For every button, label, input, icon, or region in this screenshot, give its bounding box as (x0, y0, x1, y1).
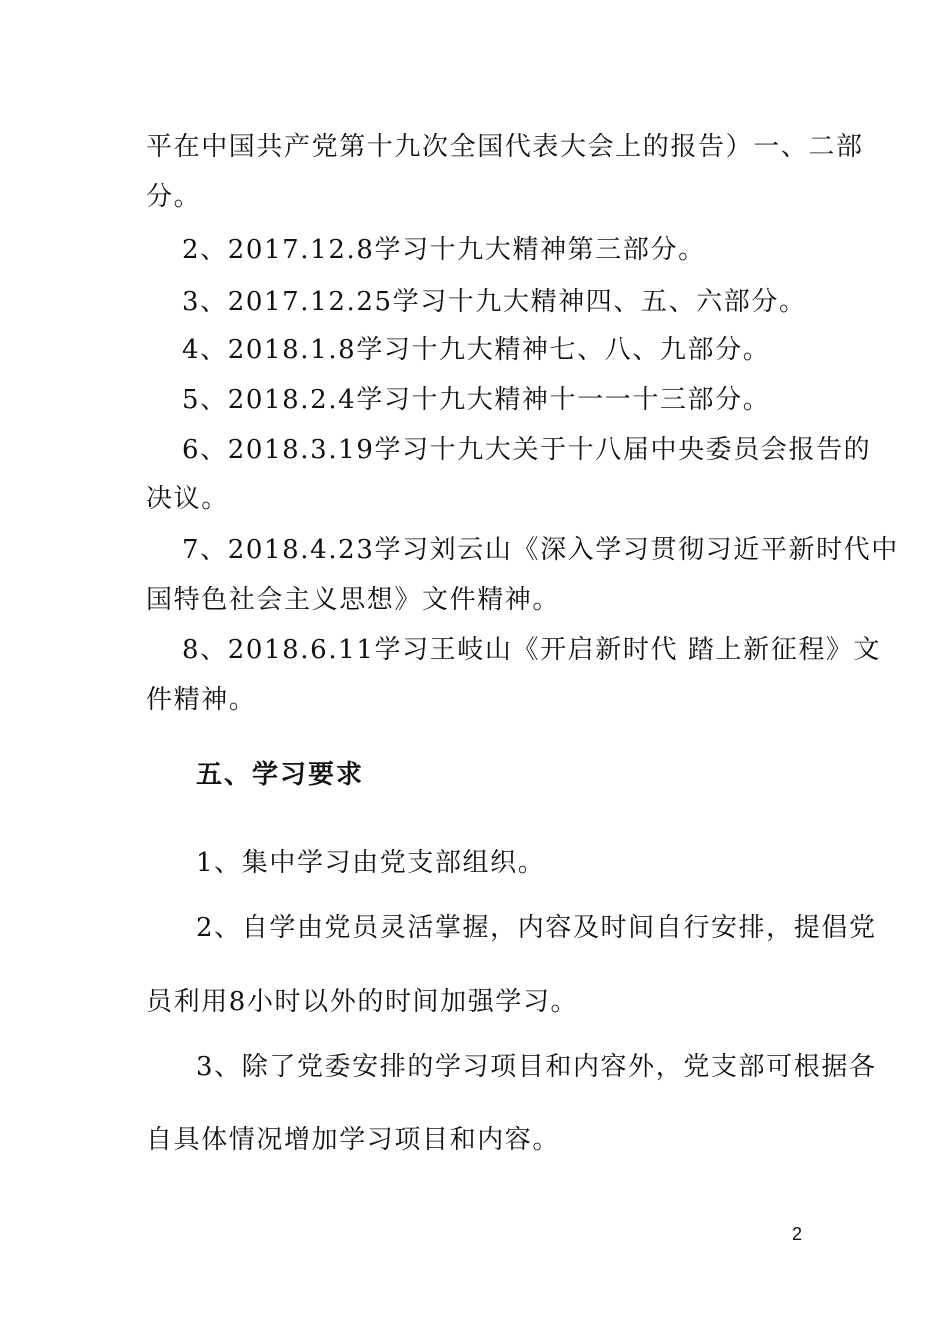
requirement-1: 1、集中学习由党支部组织。 (196, 848, 546, 878)
continuation-line-end: 分。 (146, 182, 202, 212)
study-item-2: 2、2017.12.8学习十九大精神第三部分。 (182, 235, 706, 265)
study-item-5: 5、2018.2.4学习十九大精神十一一十三部分。 (182, 385, 771, 415)
section-heading: 五、学习要求 (196, 760, 365, 790)
requirement-3: 3、除了党委安排的学习项目和内容外，党支部可根据各 (196, 1052, 877, 1082)
study-item-3: 3、2017.12.25学习十九大精神四、五、六部分。 (182, 287, 807, 317)
requirement-3-continued: 自具体情况增加学习项目和内容。 (146, 1125, 561, 1155)
study-item-8-continued: 件精神。 (146, 685, 257, 715)
requirement-2-continued: 员利用8小时以外的时间加强学习。 (146, 987, 579, 1017)
study-item-4: 4、2018.1.8学习十九大精神七、八、九部分。 (182, 335, 771, 365)
page-number: 2 (792, 1224, 803, 1244)
study-item-6: 6、2018.3.19学习十九大关于十八届中央委员会报告的 (182, 435, 872, 465)
continuation-line: 平在中国共产党第十九次全国代表大会上的报告）一、二部 (146, 132, 864, 162)
study-item-7: 7、2018.4.23学习刘云山《深入学习贯彻习近平新时代中 (182, 535, 899, 565)
study-item-8: 8、2018.6.11学习王岐山《开启新时代 踏上新征程》文 (182, 635, 882, 665)
study-item-7-continued: 国特色社会主义思想》文件精神。 (146, 585, 561, 615)
study-item-6-continued: 决议。 (146, 484, 229, 514)
requirement-2: 2、自学由党员灵活掌握，内容及时间自行安排，提倡党 (196, 913, 877, 943)
